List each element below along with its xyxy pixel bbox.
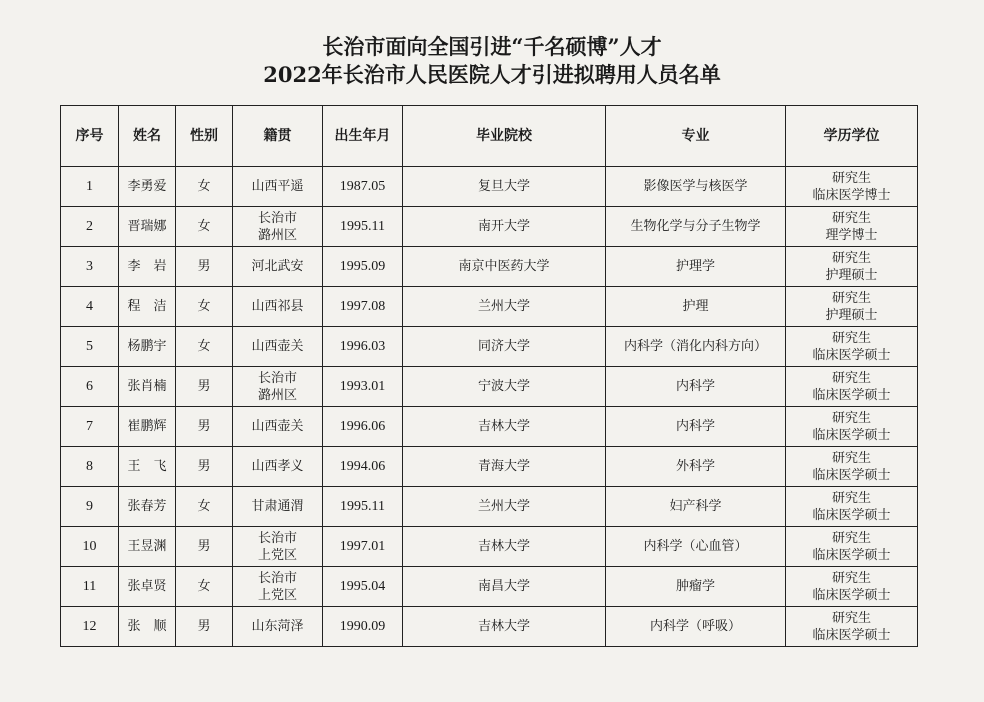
cell-origin (233, 247, 323, 287)
cell-degree-line: 研究生 (831, 410, 871, 426)
table-row (61, 167, 918, 207)
cell-major: 内科学（消化内科方向） (606, 327, 786, 367)
cell-birth: 1995.11 (323, 487, 403, 527)
cell-school: 宁波大学 (403, 367, 606, 407)
cell-degree (786, 167, 918, 207)
cell-degree (786, 367, 918, 407)
cell-origin-line: 上党区 (257, 587, 297, 603)
cell-birth: 1996.03 (323, 327, 403, 367)
cell-degree-line: 护理硕士 (825, 267, 878, 283)
cell-no: 9 (61, 487, 119, 527)
header-birth: 出生年月 (323, 106, 403, 167)
cell-degree (786, 287, 918, 327)
cell-gender: 女 (176, 287, 233, 327)
cell-no: 3 (61, 247, 119, 287)
cell-degree (786, 207, 918, 247)
cell-origin-line: 潞州区 (257, 387, 297, 403)
cell-origin-line: 长治市 (257, 570, 297, 586)
cell-no: 5 (61, 327, 119, 367)
cell-origin-line: 长治市 (257, 530, 297, 546)
cell-school: 同济大学 (403, 327, 606, 367)
cell-birth: 1997.01 (323, 527, 403, 567)
cell-origin-line: 河北武安 (251, 259, 304, 274)
table-header-row (61, 106, 918, 167)
cell-degree-line: 研究生 (831, 370, 871, 386)
cell-degree-line: 研究生 (831, 210, 871, 226)
header-major: 专业 (606, 106, 786, 167)
cell-major: 肿瘤学 (606, 567, 786, 607)
cell-school: 南京中医药大学 (403, 247, 606, 287)
cell-major: 护理学 (606, 247, 786, 287)
cell-major: 内科学 (606, 367, 786, 407)
cell-name: 晋瑞娜 (119, 207, 176, 247)
cell-origin (233, 527, 323, 567)
cell-origin-line: 长治市 (257, 210, 297, 226)
cell-degree-line: 研究生 (831, 570, 871, 586)
cell-name: 张 顺 (119, 607, 176, 647)
cell-major: 内科学（心血管） (606, 527, 786, 567)
cell-degree-line: 研究生 (831, 170, 871, 186)
cell-origin-line: 山西孝义 (251, 459, 304, 474)
cell-origin (233, 167, 323, 207)
table-row (61, 447, 918, 487)
cell-degree-line: 临床医学博士 (812, 187, 891, 203)
cell-degree-line: 临床医学硕士 (812, 627, 891, 643)
header-gender: 性别 (176, 106, 233, 167)
cell-degree-line: 研究生 (831, 530, 871, 546)
cell-name: 程 洁 (119, 287, 176, 327)
cell-degree-line: 临床医学硕士 (812, 507, 891, 523)
cell-school: 兰州大学 (403, 287, 606, 327)
table-row (61, 287, 918, 327)
cell-name: 杨鹏宇 (119, 327, 176, 367)
cell-no: 6 (61, 367, 119, 407)
header-school: 毕业院校 (403, 106, 606, 167)
cell-gender: 女 (176, 567, 233, 607)
cell-birth: 1990.09 (323, 607, 403, 647)
cell-degree-line: 研究生 (831, 450, 871, 466)
cell-major: 妇产科学 (606, 487, 786, 527)
cell-no: 11 (61, 567, 119, 607)
cell-school: 兰州大学 (403, 487, 606, 527)
cell-gender: 男 (176, 367, 233, 407)
cell-major: 外科学 (606, 447, 786, 487)
cell-name: 王 飞 (119, 447, 176, 487)
cell-origin (233, 407, 323, 447)
cell-gender: 女 (176, 167, 233, 207)
cell-degree-line: 研究生 (831, 250, 871, 266)
cell-gender: 男 (176, 447, 233, 487)
cell-name: 张春芳 (119, 487, 176, 527)
cell-major: 影像医学与核医学 (606, 167, 786, 207)
cell-birth: 1995.04 (323, 567, 403, 607)
cell-no: 10 (61, 527, 119, 567)
cell-gender: 男 (176, 527, 233, 567)
cell-degree-line: 临床医学硕士 (812, 427, 891, 443)
cell-degree-line: 护理硕士 (825, 307, 878, 323)
cell-origin-line: 上党区 (257, 547, 297, 563)
cell-origin (233, 207, 323, 247)
cell-school: 复旦大学 (403, 167, 606, 207)
table-row (61, 567, 918, 607)
cell-degree-line: 临床医学硕士 (812, 387, 891, 403)
cell-birth: 1997.08 (323, 287, 403, 327)
cell-no: 2 (61, 207, 119, 247)
candidate-table (60, 105, 918, 647)
cell-birth: 1993.01 (323, 367, 403, 407)
cell-degree-line: 研究生 (831, 330, 871, 346)
cell-no: 8 (61, 447, 119, 487)
cell-name: 张卓贤 (119, 567, 176, 607)
cell-origin-line: 山西壶关 (251, 339, 304, 354)
table-row (61, 207, 918, 247)
cell-degree (786, 607, 918, 647)
cell-origin (233, 567, 323, 607)
cell-origin-line: 山东菏泽 (251, 619, 304, 634)
cell-degree (786, 327, 918, 367)
cell-birth: 1987.05 (323, 167, 403, 207)
cell-birth: 1994.06 (323, 447, 403, 487)
cell-degree-line: 研究生 (831, 290, 871, 306)
cell-origin-line: 山西壶关 (251, 419, 304, 434)
cell-gender: 女 (176, 487, 233, 527)
header-name: 姓名 (119, 106, 176, 167)
cell-degree-line: 临床医学硕士 (812, 587, 891, 603)
cell-origin (233, 487, 323, 527)
cell-degree (786, 487, 918, 527)
cell-name: 崔鹏辉 (119, 407, 176, 447)
cell-school: 吉林大学 (403, 407, 606, 447)
cell-degree-line: 研究生 (831, 610, 871, 626)
cell-major: 护理 (606, 287, 786, 327)
cell-degree-line: 理学博士 (825, 227, 878, 243)
cell-origin (233, 327, 323, 367)
cell-origin-line: 山西祁县 (251, 299, 304, 314)
cell-origin-line: 甘肃通渭 (251, 499, 304, 514)
cell-school: 青海大学 (403, 447, 606, 487)
cell-no: 7 (61, 407, 119, 447)
table-row (61, 367, 918, 407)
table-row (61, 327, 918, 367)
cell-birth: 1995.11 (323, 207, 403, 247)
cell-gender: 男 (176, 407, 233, 447)
cell-birth: 1996.06 (323, 407, 403, 447)
cell-major: 内科学（呼吸） (606, 607, 786, 647)
cell-gender: 女 (176, 207, 233, 247)
cell-birth: 1995.09 (323, 247, 403, 287)
cell-school: 吉林大学 (403, 527, 606, 567)
cell-no: 12 (61, 607, 119, 647)
header-no: 序号 (61, 106, 119, 167)
cell-no: 4 (61, 287, 119, 327)
table-row (61, 487, 918, 527)
cell-origin (233, 367, 323, 407)
header-degree: 学历学位 (786, 106, 918, 167)
cell-name: 张肖楠 (119, 367, 176, 407)
cell-degree (786, 247, 918, 287)
cell-degree-line: 研究生 (831, 490, 871, 506)
table-row (61, 527, 918, 567)
cell-major: 内科学 (606, 407, 786, 447)
table-row (61, 247, 918, 287)
cell-origin-line: 潞州区 (257, 227, 297, 243)
cell-name: 李 岩 (119, 247, 176, 287)
cell-school: 吉林大学 (403, 607, 606, 647)
cell-school: 南昌大学 (403, 567, 606, 607)
document-title: 长治市面向全国引进“千名硕博”人才 (322, 34, 662, 59)
cell-gender: 女 (176, 327, 233, 367)
table-row (61, 607, 918, 647)
cell-origin (233, 447, 323, 487)
cell-origin-line: 长治市 (257, 370, 297, 386)
cell-degree (786, 567, 918, 607)
cell-degree-line: 临床医学硕士 (812, 347, 891, 363)
cell-gender: 男 (176, 247, 233, 287)
cell-name: 李勇爱 (119, 167, 176, 207)
header-origin: 籍贯 (233, 106, 323, 167)
cell-origin (233, 607, 323, 647)
cell-degree (786, 527, 918, 567)
cell-degree (786, 407, 918, 447)
cell-degree-line: 临床医学硕士 (812, 547, 891, 563)
cell-name: 王昱渊 (119, 527, 176, 567)
cell-major: 生物化学与分子生物学 (606, 207, 786, 247)
table-row (61, 407, 918, 447)
cell-school: 南开大学 (403, 207, 606, 247)
cell-gender: 男 (176, 607, 233, 647)
cell-origin (233, 287, 323, 327)
cell-degree-line: 临床医学硕士 (812, 467, 891, 483)
document-subtitle: 2022年长治市人民医院人才引进拟聘用人员名单 (263, 62, 721, 87)
cell-degree (786, 447, 918, 487)
cell-origin-line: 山西平遥 (251, 179, 304, 194)
cell-no: 1 (61, 167, 119, 207)
